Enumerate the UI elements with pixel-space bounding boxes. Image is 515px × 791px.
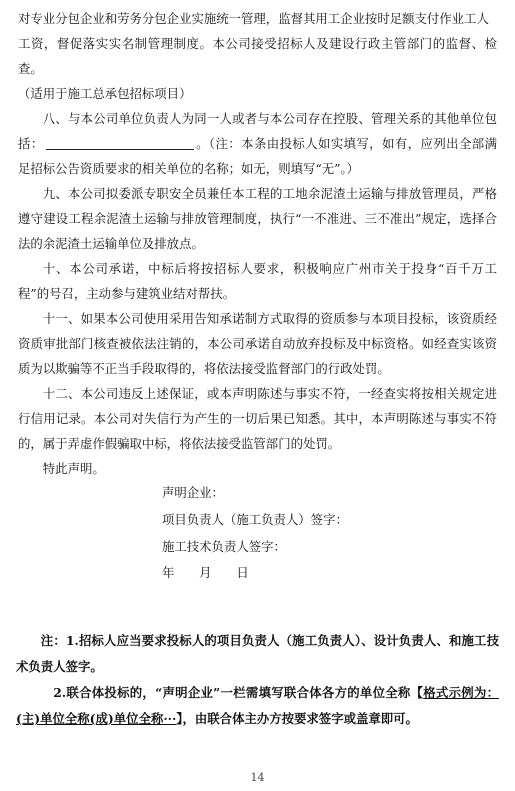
note-1: 注：1.招标人应当要求投标人的项目负责人（施工负责人）、设计负责人、和施工技术负责人签字。 (16, 633, 499, 674)
clause-8-text: 八、与本公司单位负责人为同一人或者与本公司存在控股、管理关系的其他单位包括： (18, 111, 497, 151)
note-2-tail: 】，由联合体主办方按要求签字或盖章即可。 (176, 711, 418, 726)
note-2 (16, 680, 499, 732)
closing-statement: 特此声明。 (42, 461, 105, 476)
note-2-text: 2.联合体投标的，“声明企业”一栏需填写联合体各方的单位全称【 (53, 685, 424, 700)
signature-technical-lead: 施工技术负责人签字： (162, 539, 286, 554)
clause-11: 十一、如果本公司使用采用告知承诺制方式取得的资质参与本项目投标，该资质经资质审批部门核查被依法注销的，本公司承诺自动放弃投标及中标资格。如经查实该资质为以欺骗等不正当手段取得的，将依法接受监督部门的行政处罚。 (18, 311, 497, 376)
fill-in-blank[interactable] (46, 135, 194, 150)
paragraph-line: 对专业分包企业和劳务分包企业实施统一管理，监督其用工企业按时足额支付作业工人 (18, 11, 489, 26)
paragraph-line: （适用于施工总承包招标项目） (18, 86, 192, 101)
clause-12: 十二、本公司违反上述保证，或本声明陈述与事实不符，一经查实将按相关规定进行信用记录。本公司对失信行为产生的一切后果已知悉。其中，本声明陈述与事实不符的，属于弄虚作假骗取中标，将依法接受监管部门的处罚。 (18, 386, 497, 451)
signature-date: 年 月 日 (162, 565, 249, 580)
clause-8 (18, 106, 497, 181)
notes-section (16, 628, 499, 732)
signature-company: 声明企业： (162, 485, 224, 500)
clause-10: 十、本公司承诺，中标后将按招标人要求，积极响应广州市关于投身“百千万工程”的号召，主动参与建筑业结对帮扶。 (18, 261, 497, 301)
clause-8-note: 。（注：本条由投标人如实填写，如有，应列出全部满足招标公告资质要求的相关单位的名称；如无，则填写“无”。） (18, 136, 497, 176)
signature-project-manager: 项目负责人（施工负责人）签字： (162, 512, 348, 527)
paragraph-line: 工资，督促落实实名制管理制度。本公司接受招标人及建设行政主管部门的监督、检查。 (18, 36, 497, 76)
page-number: 14 (250, 771, 265, 784)
clause-9: 九、本公司拟委派专职安全员兼任本工程的工地余泥渣土运输与排放管理员，严格遵守建设工程余泥渣土运输与排放管理制度，执行“一不准进、三不准出”规定，选择合法的余泥渣土运输单位及排放点。 (18, 186, 497, 251)
note-2-format-example: 格式示例为：(主)单位全称(成)单位全称··· (16, 685, 499, 726)
